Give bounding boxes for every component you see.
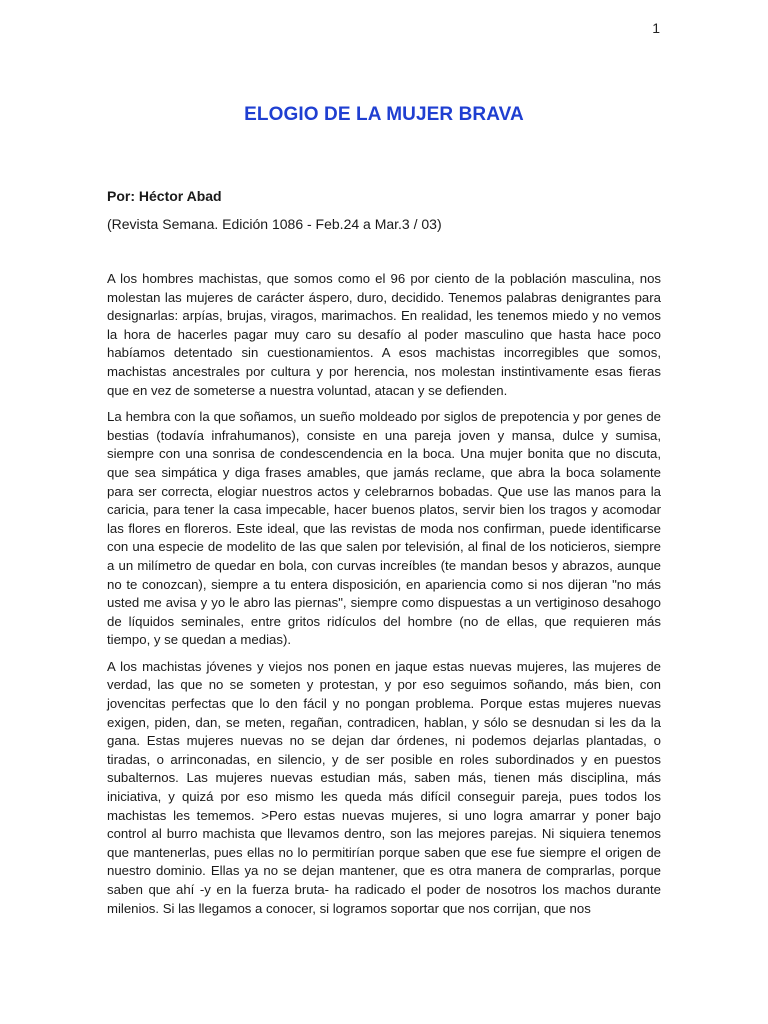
- document-title: ELOGIO DE LA MUJER BRAVA: [244, 104, 524, 125]
- paragraph-2: La hembra con la que soñamos, un sueño moldeado por siglos de prepotencia y por genes de bestias (todavía infrahumanos), consiste en una pareja joven y mansa, dulce y sumisa, siempre con una sonrisa de condescendencia en la boca. Una mujer bonita que no discuta, que sea simpática y diga frases amables, que jamás reclame, que abra la boca solamente para ser correcta, elogiar nuestros actos y celebrarnos bobadas. Que use las manos para la caricia, para tener la casa impecable, hacer buenos platos, servir bien los tragos y acomodar las flores en floreros. Este ideal, que las revistas de moda nos confirman, puede identificarse con una especie de modelito de las que salen por televisión, al final de los noticieros, siempre a un milímetro de quedar en bola, con curvas increíbles (te mandan besos y abrazos, aunque no te conozcan), siempre a tu entera disposición, en apariencia como si nos dijeran "no más usted me avisa y yo le abro las piernas", siempre como dispuestas a un vertiginoso desahogo de líquidos seminales, entre gritos ridículos del hombre (no de ellas, que requieren más tiempo, y se quedan a medias).: [107, 409, 661, 648]
- page-number: 1: [652, 20, 660, 36]
- paragraph-3: A los machistas jóvenes y viejos nos ponen en jaque estas nuevas mujeres, las mujeres de verdad, las que no se someten y protestan, y por eso seguimos soñando, más bien, con jovencitas perfectas que lo den fácil y no pongan problema. Porque estas mujeres nuevas exigen, piden, dan, se meten, regañan, contradicen, hablan, y sólo se desnudan si les da la gana. Estas mujeres nuevas no se dejan dar órdenes, ni podemos dejarlas plantadas, o tiradas, o arrinconadas, en silencio, y de ser posible en roles subordinados y en puestos subalternos. Las mujeres nuevas estudian más, saben más, tienen más disciplina, más iniciativa, y quizá por eso mismo les queda más difícil conseguir pareja, pues todos los machistas les tememos. >Pero estas nuevas mujeres, si uno logra amarrar y poner bajo control al burro machista que llevamos dentro, son las mejores parejas. Ni siquiera tenemos que mantenerlas, pues ellas no lo permitirían porque saben que ese fue siempre el origen de nuestro dominio. Ellas ya no se dejan mantener, que es otra manera de comprarlas, porque saben que ahí -y en la fuerza bruta- ha radicado el poder de nosotros los machos durante milenios. Si las llegamos a conocer, si logramos soportar que nos corrijan, que nos: [107, 658, 661, 916]
- source-line: (Revista Semana. Edición 1086 - Feb.24 a Mar.3 / 03): [107, 216, 442, 232]
- paragraph-1: A los hombres machistas, que somos como el 96 por ciento de la población masculina, nos molestan las mujeres de carácter áspero, duro, decidido. Tenemos palabras denigrantes para designarlas: arpías, brujas, viragos, marimachos. En realidad, les tenemos miedo y no vemos la hora de hacerles pagar muy caro su desafío al poder masculino que hasta hace poco habíamos detentado sin cuestionamientos. A esos machistas incorregibles que somos, machistas ancestrales por cultura y por herencia, nos molestan instintivamente esas fieras que en vez de someterse a nuestra voluntad, atacan y se defienden.: [107, 271, 661, 398]
- author-line: Por: Héctor Abad: [107, 188, 222, 204]
- article-body: [107, 270, 661, 926]
